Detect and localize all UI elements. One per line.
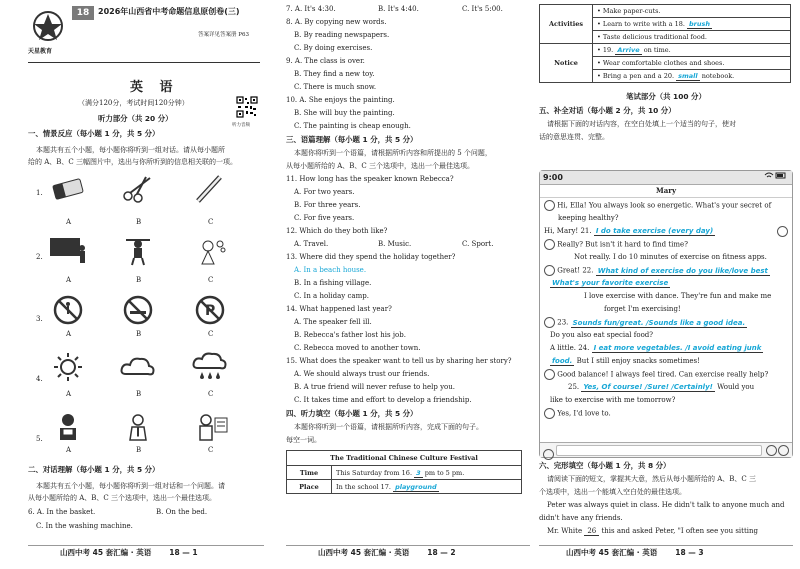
passage-line-3: Mr. White 26 this and asked Peter, "I often see you sitting xyxy=(547,527,759,535)
msg-8: Do you also eat special food? xyxy=(550,331,654,339)
q4-opt-c: C xyxy=(208,390,214,398)
doctor-chart-icon xyxy=(190,412,230,442)
s1-instr-2: 给的 A、B、C 三幅图片中，选出与你所听到的信息相关联的一项。 xyxy=(28,158,238,166)
chat-contact-name: Mary xyxy=(540,185,792,198)
answer-19: Arrive xyxy=(617,46,640,54)
q5-opt-a: A xyxy=(66,446,72,454)
exam-header xyxy=(28,6,260,56)
s1-instr-1: 本题共有五个小题，每小题你将听到一组对话。请从每小题所 xyxy=(36,146,225,154)
q12: 12. Which do they both like? xyxy=(286,227,388,235)
s6-block xyxy=(539,460,793,539)
no-smoking-sign-icon xyxy=(118,295,158,325)
answer-17: playground xyxy=(395,482,437,491)
mary-avatar-icon xyxy=(544,369,555,380)
blank-26: 26 xyxy=(584,527,599,536)
q3-number: 3. xyxy=(36,315,43,323)
s3-title: 三、语篇理解（每小题 1 分，共 5 分） xyxy=(286,135,418,144)
mary-avatar-icon xyxy=(544,408,555,419)
pencil-icon xyxy=(190,174,230,204)
msg-12: Yes, I'd love to. xyxy=(544,408,788,421)
q13-a: A. In a beach house. xyxy=(294,266,367,274)
q14-c: C. Rebecca moved to another town. xyxy=(294,344,421,352)
festival-table-continued xyxy=(539,4,791,83)
cloud-icon xyxy=(118,352,158,382)
q13-b: B. In a fishing village. xyxy=(294,279,372,287)
q5-number: 5. xyxy=(36,435,43,443)
footer-line-2 xyxy=(286,545,530,546)
answer-16: 3 xyxy=(416,468,421,477)
chat-input-bar[interactable] xyxy=(540,442,792,457)
q12-row: A. Travel. B. Music. C. Sport. xyxy=(294,240,494,248)
exam-info: （满分120分，考试时间120分钟） xyxy=(78,99,189,107)
answer-21: I do take exercise (every day) xyxy=(595,227,714,235)
msg-1: Hi, Ella! You always look so energetic. What's your secret of xyxy=(544,200,788,213)
answer-22-alt: What's your favorite exercise xyxy=(552,279,669,287)
answer-20: small xyxy=(678,72,698,80)
q5-opt-c: C xyxy=(208,446,214,454)
msg-2: Hi, Mary! 21. I do take exercise (every day) xyxy=(544,226,788,239)
svg-text:P: P xyxy=(205,303,216,319)
msg-11: 25. Yes, Of course! /Sure! /Certainly! Would you xyxy=(568,383,755,391)
q8-a: 8. A. By copying new words. xyxy=(286,18,387,26)
q10-a: 10. A. She enjoys the painting. xyxy=(286,96,395,104)
no-walking-sign-icon xyxy=(48,295,88,325)
s5-instr-2: 话的意思连贯、完整。 xyxy=(539,133,609,141)
woman-reading-icon xyxy=(48,412,88,442)
msg-3: Really? But isn't it hard to find time? xyxy=(544,239,788,252)
s6-instr-2: 个选项中，选出一个能填入空白处的最佳选项。 xyxy=(539,488,686,496)
footer-mid: 山西中考 45 套汇编 · 英语 18 — 2 xyxy=(318,548,456,557)
festival-table xyxy=(286,450,522,494)
answer-24: I eat more vegetables. /I avoid eating junk xyxy=(593,344,762,352)
qr-label: 听力音频 xyxy=(232,123,250,128)
notice-label: Notice xyxy=(540,44,593,83)
mary-avatar-icon xyxy=(544,317,555,328)
s5-instr-1: 请根据下面的对话内容，在空白处填上一个适当的句子，使对 xyxy=(547,120,736,128)
q14-a: A. The speaker fell ill. xyxy=(294,318,372,326)
s6-title: 六、完形填空（每小题 1 分，共 8 分） xyxy=(539,461,671,470)
activities-label: Activities xyxy=(540,5,593,44)
sun-icon xyxy=(48,352,88,382)
q15-c: C. It takes time and effort to develop a friendship. xyxy=(294,396,472,404)
q4-opt-b: B xyxy=(136,390,142,398)
msg-9b: food. But I still enjoy snacks sometimes! xyxy=(552,357,700,365)
s6-instr-1: 请阅读下面的短文，掌握其大意，然后从每小题所给的 A、B、C 三 xyxy=(547,475,757,483)
add-icon[interactable] xyxy=(778,445,789,456)
ella-avatar-icon xyxy=(777,226,788,237)
voice-icon[interactable] xyxy=(543,449,554,460)
chat-phone xyxy=(539,170,793,458)
msg-7: 23. Sounds fun/great. /Sounds like a good idea. xyxy=(544,317,788,330)
scissors-icon xyxy=(118,174,158,204)
msg-4: Not really. I do 10 minutes of exercise on fitness apps. xyxy=(574,253,767,261)
q6-c: C. In the washing machine. xyxy=(36,522,133,530)
q11: 11. How long has the speaker known Rebecca? xyxy=(286,175,454,183)
notice-2: • Wear comfortable clothes and shoes. xyxy=(593,57,791,70)
s2-instr-2: 从每小题所给的 A、B、C 三个选项中，选出一个最佳选项。 xyxy=(28,494,217,502)
msg-1b: keeping healthy? xyxy=(558,214,619,222)
q2-number: 2. xyxy=(36,253,43,261)
boy-lifting-icon xyxy=(118,236,158,266)
q4-opt-a: A xyxy=(66,390,72,398)
publisher-name: 天星教育 xyxy=(28,48,53,55)
msg-6: I love exercise with dance. They're fun and make me xyxy=(584,292,772,300)
q14: 14. What happened last year? xyxy=(286,305,392,313)
exam-title: 2026年山西省中考命题信息原创卷(三) xyxy=(98,7,240,16)
activity-3: • Taste delicious traditional food. xyxy=(593,31,791,44)
q6-a: 6. A. In the basket. xyxy=(28,508,96,516)
time-value: This Saturday from 16. 3 pm to 5 pm. xyxy=(332,466,522,480)
s4-instr-2: 每空一词。 xyxy=(286,436,321,444)
status-time: 9:00 xyxy=(543,173,563,182)
eraser-icon xyxy=(48,174,88,204)
q14-b: B. Rebecca's father lost his job. xyxy=(294,331,406,339)
phone-status-bar xyxy=(540,171,792,185)
msg-11b: like to exercise with me tomorrow? xyxy=(550,396,676,404)
q10-c: C. The painting is cheap enough. xyxy=(294,122,411,130)
s4-title: 四、听力填空（每小题 1 分，共 5 分） xyxy=(286,409,418,418)
column-3 xyxy=(539,4,793,145)
q8-b: B. By reading newspapers. xyxy=(294,31,390,39)
q3-opt-a: A xyxy=(66,330,72,338)
q9-c: C. There is much snow. xyxy=(294,83,377,91)
mary-avatar-icon xyxy=(544,239,555,250)
wifi-battery-icon xyxy=(764,171,788,184)
footer-line-3 xyxy=(539,545,793,546)
q7-row: 7. A. It's 4:30. B. It's 4:40. C. It's 5:00. xyxy=(286,5,503,13)
q15-b: B. A true friend will never refuse to help you. xyxy=(294,383,455,391)
q9-b: B. They find a new toy. xyxy=(294,70,375,78)
q11-c: C. For five years. xyxy=(294,214,355,222)
q1-number: 1. xyxy=(36,189,43,197)
time-label: Time xyxy=(287,466,332,480)
msg-6b: forget I'm exercising! xyxy=(604,305,681,313)
teacher-blackboard-icon xyxy=(48,236,88,266)
msg-10: Good balance! I always feel tired. Can exercise really help? xyxy=(544,369,788,382)
q8-c: C. By doing exercises. xyxy=(294,44,373,52)
msg-9: A little. 24. I eat more vegetables. /I avoid eating junk xyxy=(550,344,762,352)
q11-b: B. For three years. xyxy=(294,201,361,209)
emoji-icon[interactable] xyxy=(766,445,777,456)
no-parking-sign-icon xyxy=(190,295,230,325)
q1-opt-a: A xyxy=(66,218,72,226)
rain-cloud-icon xyxy=(190,352,230,382)
s4-instr-1: 本题你将听到一个语篇，请根据所听内容，完成下面的句子。 xyxy=(294,423,483,431)
activity-1: • Make paper-cuts. xyxy=(593,5,791,18)
q13: 13. Where did they spend the holiday together? xyxy=(286,253,456,261)
answer-22: What kind of exercise do you like/love best xyxy=(597,266,768,275)
q2-opt-a: A xyxy=(66,276,72,284)
mary-avatar-icon xyxy=(544,200,555,211)
q5-opt-b: B xyxy=(136,446,142,454)
s1-title: 一、情景反应（每小题 1 分，共 5 分） xyxy=(28,129,160,138)
man-tie-icon xyxy=(118,412,158,442)
q3-opt-c: C xyxy=(208,330,214,338)
notice-3: • Bring a pen and a 20. small notebook. xyxy=(593,70,791,83)
q4-number: 4. xyxy=(36,375,43,383)
s5-title: 五、补全对话（每小题 2 分，共 10 分） xyxy=(539,106,676,115)
q6-b: B. On the bed. xyxy=(156,508,208,516)
paper-number-badge: 18 xyxy=(72,6,94,20)
answer-ref: 答案详见答案册 P63 xyxy=(198,32,249,38)
answer-24-cont: food. xyxy=(552,357,573,365)
activity-2: • Learn to write with a 18. brush xyxy=(593,18,791,31)
s2-instr-1: 本题共有五个小题，每小题你将听到一组对话和一个问题。请 xyxy=(36,482,225,490)
s3-instr-1: 本题你将听到一个语篇，请根据所听内容和所提出的 5 个问题， xyxy=(294,149,492,157)
q15-a: A. We should always trust our friends. xyxy=(294,370,430,378)
mary-avatar-icon xyxy=(544,265,555,276)
q11-a: A. For two years. xyxy=(294,188,355,196)
q2-opt-b: B xyxy=(136,276,142,284)
table-title: The Traditional Chinese Culture Festival xyxy=(287,451,522,466)
header-divider xyxy=(28,62,260,63)
listening-part-title: 听力部分（共 20 分） xyxy=(98,114,173,123)
place-label: Place xyxy=(287,480,332,494)
q3-opt-b: B xyxy=(136,330,142,338)
msg-5b xyxy=(544,278,788,291)
subject-title: 英 语 xyxy=(130,80,179,95)
answer-25: Yes, Of course! /Sure! /Certainly! xyxy=(583,383,713,391)
q9-a: 9. A. The class is over. xyxy=(286,57,365,65)
q1-opt-c: C xyxy=(208,218,214,226)
qr-code-icon xyxy=(236,96,258,118)
s2-title: 二、对话理解（每小题 1 分，共 5 分） xyxy=(28,465,160,474)
notice-1: • 19. Arrive on time. xyxy=(593,44,791,57)
place-value: In the school 17. playground xyxy=(332,480,522,494)
tianxing-logo-icon xyxy=(28,8,68,48)
written-part-title: 笔试部分（共 100 分） xyxy=(626,92,706,101)
q13-c: C. In a holiday camp. xyxy=(294,292,369,300)
q2-opt-c: C xyxy=(208,276,214,284)
chat-messages xyxy=(540,198,792,423)
s3-instr-2: 从每小题所给的 A、B、C 三个选项中，选出一个最佳选项。 xyxy=(286,162,475,170)
footer-right: 山西中考 45 套汇编 · 英语 18 — 3 xyxy=(566,548,704,557)
message-input[interactable] xyxy=(556,445,762,456)
msg-5: Great! 22. What kind of exercise do you like/love best xyxy=(544,265,788,278)
q10-b: B. She will buy the painting. xyxy=(294,109,395,117)
passage-line-2: didn't have any friends. xyxy=(539,514,623,522)
footer-line-1 xyxy=(28,545,264,546)
girl-flowers-icon xyxy=(190,236,230,266)
answer-18: brush xyxy=(689,20,711,28)
footer-left: 山西中考 45 套汇编 · 英语 18 — 1 xyxy=(60,548,198,557)
q1-opt-b: B xyxy=(136,218,142,226)
answer-23: Sounds fun/great. /Sounds like a good idea. xyxy=(572,318,746,327)
column-2 xyxy=(286,4,532,494)
q15: 15. What does the speaker want to tell us by sharing her story? xyxy=(286,357,512,365)
passage-line-1: Peter was always quiet in class. He didn't talk to anyone much and xyxy=(547,501,785,509)
